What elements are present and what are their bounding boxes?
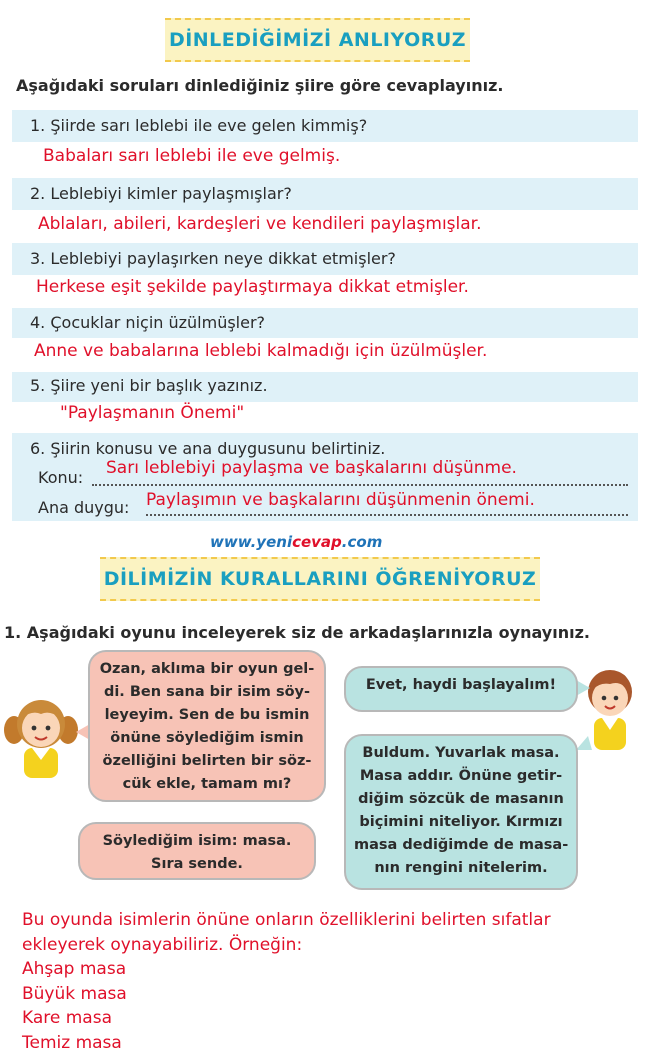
- konu-answer: Sarı leblebiyi paylaşma ve başkalarını düşünme.: [106, 458, 517, 478]
- bubble-line: cük ekle, tamam mı?: [122, 776, 292, 792]
- answer-text: Herkese eşit şekilde paylaştırmaya dikkat etmişler.: [36, 277, 469, 297]
- question-bar: [12, 178, 638, 210]
- instruction-text: 1. Aşağıdaki oyunu inceleyerek siz de arkadaşlarınızla oynayınız.: [4, 623, 590, 642]
- konu-dotted-line: [92, 484, 628, 486]
- example-item: Temiz masa: [22, 1032, 122, 1053]
- speech-bubble-girl-2: [78, 822, 316, 880]
- question-bar: [12, 372, 638, 402]
- bubble-line: Sıra sende.: [151, 856, 243, 872]
- speech-bubble-boy: [344, 666, 578, 712]
- bubble-line: Ozan, aklıma bir oyun gel-: [99, 661, 315, 677]
- answer-line: ekleyerek oynayabiliriz. Örneğin:: [22, 934, 303, 955]
- section-title-banner: DİLİMİZİN KURALLARINI ÖĞRENİYORUZ: [100, 557, 540, 601]
- answer-line: Bu oyunda isimlerin önüne onların özelliklerini belirten sıfatlar: [22, 910, 551, 930]
- bubble-line: diğim sözcük de masanın: [358, 791, 564, 807]
- ana-duygu-label: Ana duygu:: [38, 498, 130, 517]
- bubble-line: önüne söylediğim ismin: [110, 730, 304, 746]
- answer-paragraph: [22, 908, 551, 1055]
- question-text: 2. Leblebiyi kimler paylaşmışlar?: [30, 184, 292, 203]
- speech-bubble-boy-2: [344, 734, 578, 890]
- answer-text: Ablaları, abileri, kardeşleri ve kendileri paylaşmışlar.: [38, 214, 482, 234]
- bubble-line: biçimini niteliyor. Kırmızı: [359, 814, 563, 830]
- bubble-line: nın rengini nitelerim.: [374, 860, 548, 876]
- bubble-line: masa dediğimde de masa-: [354, 837, 569, 853]
- bubble-line: leyeyim. Sen de bu ismin: [104, 707, 310, 723]
- bubble-line: Buldum. Yuvarlak masa.: [362, 745, 560, 761]
- instruction-text: Aşağıdaki soruları dinlediğiniz şiire göre cevaplayınız.: [16, 76, 504, 95]
- question-bar: [12, 110, 638, 142]
- question-bar: [12, 243, 638, 275]
- answer-text: Anne ve babalarına leblebi kalmadığı için üzülmüşler.: [34, 341, 488, 361]
- question-text: 5. Şiire yeni bir başlık yazınız.: [30, 376, 268, 395]
- question-text: 3. Leblebiyi paylaşırken neye dikkat etmişler?: [30, 249, 396, 268]
- bubble-line: di. Ben sana bir isim söy-: [103, 684, 311, 700]
- example-item: Ahşap masa: [22, 959, 127, 979]
- konu-label: Konu:: [38, 468, 84, 487]
- question-text: 1. Şiirde sarı leblebi ile eve gelen kimmiş?: [30, 116, 368, 135]
- bubble-line: özelliğini belirten bir söz-: [102, 753, 312, 769]
- bubble-tail: [576, 736, 592, 750]
- website-accent: cevap: [292, 533, 342, 551]
- bubble-line: Masa addır. Önüne getir-: [359, 768, 563, 784]
- answer-text: Babaları sarı leblebi ile eve gelmiş.: [43, 146, 341, 166]
- girl-character-illustration: [2, 686, 80, 778]
- website-prefix: www.yeni: [210, 533, 293, 551]
- question-bar: [12, 308, 638, 338]
- speech-bubble-girl: [88, 650, 326, 802]
- bubble-line: Söylediğim isim: masa.: [102, 833, 292, 849]
- question-text: 6. Şiirin konusu ve ana duygusunu belirtiniz.: [30, 439, 386, 458]
- bubble-tail: [576, 680, 590, 696]
- ana-duygu-answer: Paylaşımın ve başkalarını düşünmenin önemi.: [146, 490, 535, 510]
- answer-text: "Paylaşmanın Önemi": [60, 403, 245, 423]
- website-watermark[interactable]: [210, 533, 382, 551]
- ana-duygu-dotted-line: [146, 514, 628, 516]
- section-title-banner: DİNLEDİĞİMİZİ ANLIYORUZ: [165, 18, 470, 62]
- question-text: 4. Çocuklar niçin üzülmüşler?: [30, 313, 266, 332]
- example-item: Büyük masa: [22, 983, 127, 1004]
- example-item: Kare masa: [22, 1008, 112, 1028]
- website-suffix: .com: [341, 533, 383, 551]
- bubble-line: Evet, haydi başlayalım!: [365, 677, 557, 693]
